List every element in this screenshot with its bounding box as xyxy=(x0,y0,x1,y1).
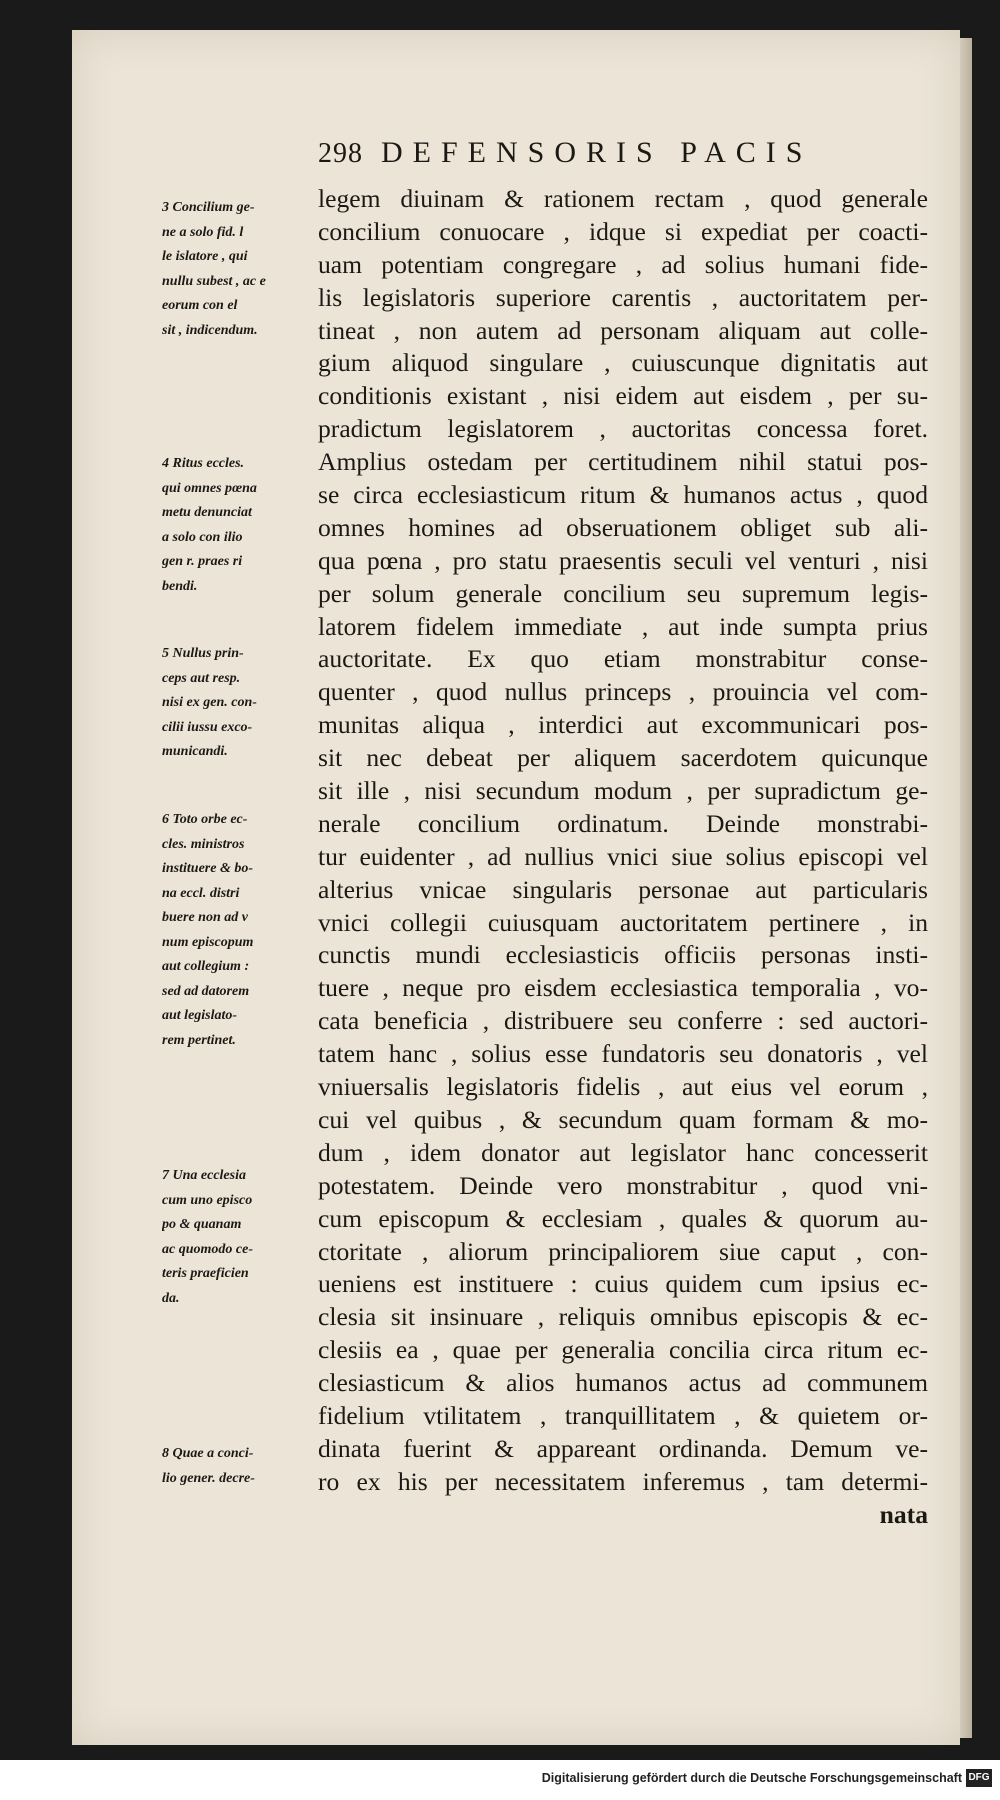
margin-note-8 xyxy=(162,1442,312,1491)
text-line: sit nec debeat per aliquem sacerdotem quicunque xyxy=(318,743,928,773)
margin-note-line: cilii iussu exco- xyxy=(162,719,253,735)
text-line: potestatem. Deinde vero monstrabitur , quod vni- xyxy=(318,1170,928,1200)
text-line: tuere , neque pro eisdem ecclesiastica temporalia , vo- xyxy=(318,973,928,1003)
margin-note-line: eorum con el xyxy=(162,298,238,313)
margin-note-line: po & quanam xyxy=(162,1217,242,1232)
text-line: conditionis existant , nisi eidem aut eisdem , per su- xyxy=(318,381,928,411)
margin-note-line: ne a solo fid. l xyxy=(162,224,244,240)
text-line: gium aliquod singulare , cuiuscunque dignitatis aut xyxy=(318,348,928,378)
footer-credit: Digitalisierung gefördert durch die Deutsche Forschungsgemeinschaft xyxy=(541,1771,962,1785)
text-line: Amplius ostedam per certitudinem nihil statui pos- xyxy=(318,447,928,477)
margin-note-line: instituere & bo- xyxy=(162,861,254,876)
running-title: DEFENSORIS PACIS xyxy=(381,136,813,169)
text-line: vnici collegii cuiusquam auctoritatem pertinere , in xyxy=(318,907,928,937)
text-line: clesia sit insinuare , reliquis omnibus episcopis & ec- xyxy=(318,1302,928,1332)
margin-note-4 xyxy=(162,452,312,599)
text-line: per solum generale concilium seu supremum legis- xyxy=(318,578,928,608)
text-line: tatem hanc , solius esse fundatoris seu donatoris , vel xyxy=(318,1039,928,1069)
margin-note-5 xyxy=(162,642,312,765)
margin-note-line: a solo con ilio xyxy=(162,529,243,545)
text-line: clesiis ea , quae per generalia concilia circa ritum ec- xyxy=(318,1335,928,1365)
margin-note-line: na eccl. distri xyxy=(162,885,240,901)
text-line: cata beneficia , distribuere seu conferre : sed auctori- xyxy=(318,1006,928,1036)
catchword: nata xyxy=(879,1499,928,1529)
margin-note-line: sed ad datorem xyxy=(162,983,250,999)
margin-note-line: 8 Quae a conci- xyxy=(162,1446,254,1461)
text-line: tur euidenter , ad nullius vnici siue solius episcopi vel xyxy=(318,841,928,871)
text-line: legem diuinam & rationem rectam , quod generale xyxy=(318,184,928,213)
text-line: dum , idem donator aut legislator hanc concesserit xyxy=(318,1137,928,1167)
text-line: ueniens est instituere : cuius quidem cum ipsius ec- xyxy=(318,1269,928,1299)
text-line: sit ille , nisi secundum modum , per supradictum ge- xyxy=(318,776,928,806)
margin-note-line: buere non ad v xyxy=(162,910,248,925)
text-line: alterius vnicae singularis personae aut particularis xyxy=(318,874,928,904)
margin-note-line: cles. ministros xyxy=(162,836,245,852)
margin-note-line: lio gener. decre- xyxy=(162,1470,255,1486)
text-line: cui vel quibus , & secundum quam formam & mo- xyxy=(318,1104,928,1134)
margin-note-line: metu denunciat xyxy=(162,505,252,520)
text-line: lis legislatoris superiore carentis , auctoritatem per- xyxy=(318,282,928,312)
margin-note-line: cum uno episco xyxy=(162,1192,253,1208)
margin-note-line: ceps aut resp. xyxy=(162,670,241,686)
running-head xyxy=(318,136,918,180)
text-line: qua pœna , pro statu praesentis seculi vel venturi , nisi xyxy=(318,545,928,575)
margin-note-line: aut legislato- xyxy=(162,1008,238,1023)
margin-note-line: gen r. praes ri xyxy=(162,554,243,569)
margin-note-7 xyxy=(162,1164,312,1311)
page-edge xyxy=(958,38,972,1738)
margin-note-line: num episcopum xyxy=(162,934,254,950)
text-line: dinata fuerint & appareant ordinanda. Demum ve- xyxy=(318,1433,928,1463)
margin-note-line: 5 Nullus prin- xyxy=(162,646,244,661)
margin-note-line: 4 Ritus eccles. xyxy=(162,456,245,471)
margin-note-line: municandi. xyxy=(162,744,228,759)
text-line: se circa ecclesiasticum ritum & humanos actus , quod xyxy=(318,480,928,510)
margin-note-6 xyxy=(162,808,312,1053)
dfg-logo: DFG xyxy=(966,1769,992,1787)
body-text xyxy=(318,183,928,1532)
text-line: latorem fidelem immediate , aut inde sumpta prius xyxy=(318,611,928,641)
text-line: cum episcopum & ecclesiam , quales & quorum au- xyxy=(318,1203,928,1233)
text-line: clesiasticum & alios humanos actus ad communem xyxy=(318,1368,928,1398)
text-line: munitas aliqua , interdici aut excommunicari pos- xyxy=(318,710,928,740)
margin-note-line: nisi ex gen. con- xyxy=(162,695,257,710)
margin-note-line: bendi. xyxy=(162,578,198,594)
margin-note-line: rem pertinet. xyxy=(162,1032,236,1048)
margin-note-line: sit , indicendum. xyxy=(162,322,258,338)
margin-note-line: teris praeficien xyxy=(162,1266,249,1281)
text-line: ro ex his per necessitatem inferemus , tam determi- xyxy=(318,1466,928,1496)
text-line: auctoritate. Ex quo etiam monstrabitur conse- xyxy=(318,644,928,674)
text-line: quenter , quod nullus princeps , prouincia vel com- xyxy=(318,677,928,707)
text-line: vniuersalis legislatoris fidelis , aut eius vel eorum , xyxy=(318,1072,928,1102)
text-line: ctoritate , aliorum principaliorem siue caput , con- xyxy=(318,1236,928,1266)
text-line: nerale concilium ordinatum. Deinde monstrabi- xyxy=(318,808,928,838)
margin-note-line: 7 Una ecclesia xyxy=(162,1168,246,1183)
text-line: concilium conuocare , idque si expediat per coacti- xyxy=(318,216,928,246)
text-line: cunctis mundi ecclesiasticis officiis personas insti- xyxy=(318,940,928,970)
page-number: 298 xyxy=(318,138,363,169)
margin-note-line: 3 Concilium ge- xyxy=(162,200,255,215)
text-line: uam potentiam congregare , ad solius humani fide- xyxy=(318,249,928,279)
text-line: fidelium vtilitatem , tranquillitatem , & quietem or- xyxy=(318,1400,928,1430)
margin-note-line: nullu subest , ac e xyxy=(162,273,266,289)
footer-bar xyxy=(0,1760,1000,1800)
margin-note-line: da. xyxy=(162,1290,180,1306)
text-line: pradictum legislatorem , auctoritas concessa foret. xyxy=(318,414,928,444)
text-line: omnes homines ad obseruationem obliget sub ali- xyxy=(318,512,928,542)
margin-note-line: le islatore , qui xyxy=(162,249,248,264)
margin-note-line: 6 Toto orbe ec- xyxy=(162,812,248,827)
margin-note-line: qui omnes pœna xyxy=(162,480,257,496)
margin-note-line: aut collegium : xyxy=(162,959,250,974)
margin-note-line: ac quomodo ce- xyxy=(162,1241,253,1257)
margin-note-3 xyxy=(162,196,312,343)
text-line: tineat , non autem ad personam aliquam aut colle- xyxy=(318,315,928,345)
